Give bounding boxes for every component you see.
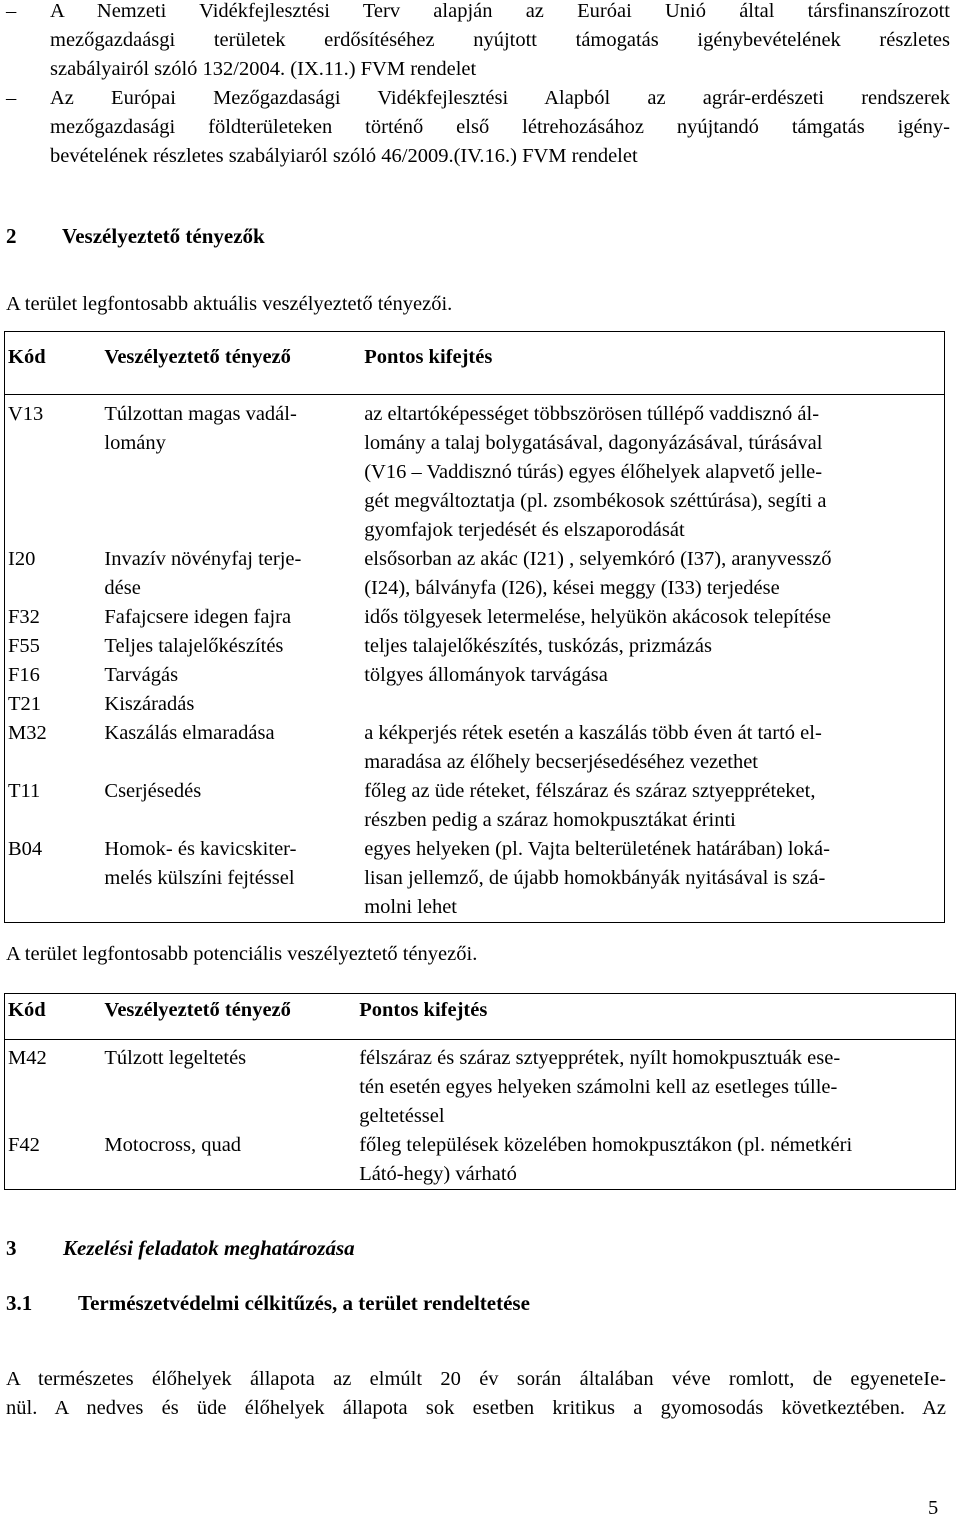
cell-line: Teljes talajelőkészítés (104, 635, 284, 657)
header-code: Kód (5, 994, 102, 1040)
cell-code: T21 (8, 693, 42, 715)
cell-line: főleg az üde réteket, félszáraz és száraz sztyeppréteket, (364, 780, 816, 802)
table-row (5, 1040, 956, 1132)
cell-code: M32 (8, 722, 47, 744)
cell-line: Motocross, quad (104, 1134, 242, 1156)
cell-line: Túlzott legeltetés (104, 1047, 247, 1069)
cell-code: M42 (8, 1047, 47, 1069)
cell-line: Fafajcsere idegen fajra (104, 606, 292, 628)
header-factor: Veszélyeztető tényező (101, 994, 356, 1040)
text-line: A természetes élőhelyek állapota az elmúlt 20 év során általában véve romlott, de egyeneteIe- (6, 1368, 946, 1390)
section-title: Kezelési feladatok meghatározása (63, 1236, 355, 1260)
text-line: mezőgazdasági földterületeken történő első létrehozásához nyújtandó támgatás igény- (50, 116, 950, 138)
table-row (5, 777, 945, 835)
cell-factor (101, 777, 361, 835)
cell-line: molni lehet (364, 896, 457, 918)
cell-line: félszáraz és száraz sztyepprétek, nyílt homokpusztuák ese- (359, 1047, 841, 1069)
table-row (5, 395, 945, 546)
actual-threats-intro: A terület legfontosabb aktuális veszélyeztető tényezői. (6, 293, 453, 315)
text-line: Az Európai Mezőgazdasági Vidékfejlesztési Alapból az agrár-erdészeti rendszerek (50, 87, 950, 109)
cell-line: főleg települések közelében homokpusztákon (pl. németkéri (359, 1134, 853, 1156)
cell-line: Cserjésedés (104, 780, 202, 802)
legislation-item (0, 84, 950, 171)
cell-detail (361, 835, 944, 923)
text-line: bevételének részletes szabályiaról szóló 46/2009.(IV.16.) FVM rendelet (50, 145, 638, 167)
table-row (5, 719, 945, 777)
cell-line: Kaszálás elmaradása (104, 722, 275, 744)
cell-factor (101, 545, 361, 603)
cell-detail (361, 545, 944, 603)
header-code: Kód (5, 332, 102, 395)
cell-detail (361, 632, 944, 661)
header-detail: Pontos kifejtés (356, 994, 955, 1040)
cell-factor (101, 690, 361, 719)
page-number: 5 (928, 1497, 939, 1519)
section-title: Veszélyeztető tényezők (62, 224, 265, 248)
legislation-list (0, 0, 950, 171)
section-title: Természetvédelmi célkitűzés, a terület rendeltetése (78, 1291, 530, 1315)
cell-line: teljes talajelőkészítés, tuskózás, prizmázás (364, 635, 712, 657)
cell-code: V13 (8, 403, 44, 425)
cell-detail (356, 1131, 955, 1190)
section-number: 2 (6, 224, 17, 248)
cell-line: (I24), bálványfa (I26), kései meggy (I33) terjedése (364, 577, 780, 599)
cell-detail (361, 395, 944, 546)
cell-line: az eltartóképességet többszörösen túllépő vaddisznó ál- (364, 403, 820, 425)
table-row (5, 835, 945, 923)
cell-factor (101, 395, 361, 546)
table-row (5, 545, 945, 603)
table-header-row (5, 994, 956, 1040)
cell-factor (101, 632, 361, 661)
cell-factor (101, 1040, 356, 1132)
cell-line: Látó-hegy) várható (359, 1163, 517, 1185)
legislation-item (0, 0, 950, 84)
cell-line: részben pedig a száraz homokpusztákat érinti (364, 809, 736, 831)
cell-detail (361, 661, 944, 690)
cell-line: lomány (104, 432, 166, 454)
cell-line: gyomfajok terjedését és elszaporodását (364, 519, 685, 541)
cell-line: idős tölgyesek letermelése, helyükön akácosok telepítése (364, 606, 831, 628)
cell-code: I20 (8, 548, 36, 570)
cell-line: geltetéssel (359, 1105, 445, 1127)
table-row (5, 690, 945, 719)
potential-threats-intro: A terület legfontosabb potenciális veszélyeztető tényezői. (6, 943, 478, 965)
cell-detail (361, 603, 944, 632)
cell-line (364, 690, 942, 719)
cell-line: egyes helyeken (pl. Vajta belterületének határában) loká- (364, 838, 830, 860)
table-row (5, 1131, 956, 1190)
cell-line: melés külszíni fejtéssel (104, 867, 295, 889)
cell-code: F16 (8, 664, 40, 686)
cell-line: dése (104, 577, 141, 599)
cell-line: Tarvágás (104, 664, 179, 686)
section-number: 3 (6, 1236, 17, 1260)
potential-threats-table (4, 993, 956, 1190)
cell-line: maradása az élőhely becserjésedéséhez vezethet (364, 751, 759, 773)
cell-code: T11 (8, 780, 41, 802)
text-line: nül. A nedves és üde élőhelyek állapota sok esetben kritikus a gyomosodás következtében. Az (6, 1397, 946, 1419)
cell-factor (101, 1131, 356, 1190)
cell-code: F42 (8, 1134, 40, 1156)
cell-line: Kiszáradás (104, 693, 195, 715)
section-number: 3.1 (6, 1291, 33, 1315)
cell-code: F32 (8, 606, 40, 628)
cell-line: lisan jellemző, de újabb homokbányák nyitásával is szá- (364, 867, 826, 889)
cell-line: Invazív növényfaj terje- (104, 548, 302, 570)
cell-factor (101, 835, 361, 923)
cell-line: a kékperjés rétek esetén a kaszálás több éven át tartó el- (364, 722, 822, 744)
cell-factor (101, 661, 361, 690)
cell-detail (361, 690, 944, 719)
list-dash: – (6, 0, 17, 22)
header-factor: Veszélyeztető tényező (101, 332, 361, 395)
text-line: mezőgazdaásgi területek erdősítéséhez nyújtott támogatás igénybevételének részletes (50, 29, 950, 51)
cell-line: Homok- és kavicskiter- (104, 838, 297, 860)
cell-detail (361, 719, 944, 777)
cell-factor (101, 719, 361, 777)
actual-threats-table (4, 331, 945, 923)
text-line: A Nemzeti Vidékfejlesztési Terv alapján az Euróai Unió által társfinanszírozott (50, 0, 950, 22)
cell-code: F55 (8, 635, 40, 657)
body-paragraph (6, 1365, 946, 1423)
cell-detail (361, 777, 944, 835)
cell-line: Túlzottan magas vadál- (104, 403, 297, 425)
cell-detail (356, 1040, 955, 1132)
section-heading-2 (6, 222, 265, 251)
cell-code: B04 (8, 838, 43, 860)
list-dash: – (6, 87, 17, 109)
section-heading-3-1 (6, 1289, 530, 1318)
cell-line: gét megváltoztatja (pl. zsombékosok széttúrása), segíti a (364, 490, 827, 512)
table-header-row (5, 332, 945, 395)
header-detail: Pontos kifejtés (361, 332, 944, 395)
cell-line: lomány a talaj bolygatásával, dagonyázásával, túrásával (364, 432, 823, 454)
cell-line: tölgyes állományok tarvágása (364, 664, 608, 686)
cell-line: elsősorban az akác (I21) , selyemkóró (I37), aranyvessző (364, 548, 832, 570)
cell-line: (V16 – Vaddisznó túrás) egyes élőhelyek alapvető jelle- (364, 461, 823, 483)
text-line: szabályairól szóló 132/2004. (IX.11.) FVM rendelet (50, 58, 477, 80)
table-row (5, 661, 945, 690)
section-heading-3 (6, 1234, 355, 1263)
cell-line: tén esetén egyes helyeken számolni kell az esetleges túlle- (359, 1076, 838, 1098)
table-row (5, 632, 945, 661)
cell-factor (101, 603, 361, 632)
table-row (5, 603, 945, 632)
